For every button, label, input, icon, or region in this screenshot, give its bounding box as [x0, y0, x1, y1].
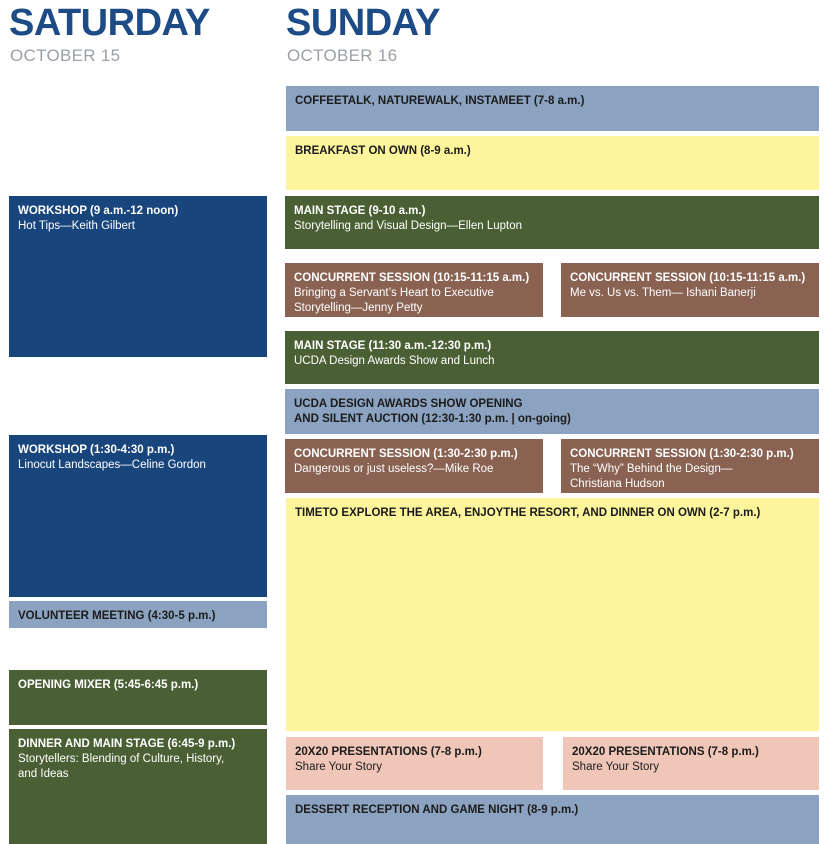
sunday-event-breakfast[interactable] — [286, 136, 819, 190]
event-title: DINNER AND MAIN STAGE (6:45-9 p.m.) — [18, 738, 236, 750]
saturday-event-opening-mixer[interactable] — [9, 670, 267, 725]
event-title: MAIN STAGE (9-10 a.m.) — [294, 205, 426, 217]
sunday-event-20x20-b[interactable] — [563, 737, 819, 790]
event-title: CONCURRENT SESSION (10:15-11:15 a.m.) — [570, 272, 806, 284]
saturday-date: OCTOBER 15 — [10, 46, 121, 65]
sunday-event-design-awards-opening[interactable] — [285, 389, 819, 434]
event-title: VOLUNTEER MEETING (4:30-5 p.m.) — [18, 610, 216, 622]
event-subtitle: Hot Tips—Keith Gilbert — [18, 220, 135, 232]
event-title: OPENING MIXER (5:45-6:45 p.m.) — [18, 679, 199, 691]
event-title: 20X20 PRESENTATIONS (7-8 p.m.) — [295, 746, 482, 758]
event-title: COFFEETALK, NATUREWALK, INSTAMEET (7-8 a.m.) — [295, 95, 585, 107]
event-title: MAIN STAGE (11:30 a.m.-12:30 p.m.) — [294, 340, 492, 352]
sunday-event-concurrent-session-2a[interactable] — [285, 439, 543, 493]
saturday-heading: SATURDAY — [9, 2, 210, 44]
event-title: CONCURRENT SESSION (10:15-11:15 a.m.) — [294, 272, 530, 284]
event-subtitle: UCDA Design Awards Show and Lunch — [294, 355, 495, 367]
sunday-event-main-stage-lunch[interactable] — [285, 331, 819, 384]
event-title: UCDA DESIGN AWARDS SHOW OPENING AND SILENT AUCTION (12:30-1:30 p.m. | on-going) — [294, 398, 571, 425]
sunday-event-explore-area[interactable] — [286, 498, 819, 731]
event-subtitle: Bringing a Servant’s Heart to Executive Storytelling—Jenny Petty — [294, 287, 494, 314]
sunday-event-dessert-reception[interactable] — [286, 795, 819, 844]
event-title: 20X20 PRESENTATIONS (7-8 p.m.) — [572, 746, 759, 758]
sunday-event-main-stage-morning[interactable] — [285, 196, 819, 249]
sunday-event-20x20-a[interactable] — [286, 737, 543, 790]
event-subtitle: Share Your Story — [572, 761, 659, 773]
sunday-event-coffeetalk[interactable] — [286, 86, 819, 131]
sunday-heading: SUNDAY — [286, 2, 440, 44]
event-title: TIMETO EXPLORE THE AREA, ENJOYTHE RESORT, AND DINNER ON OWN (2-7 p.m.) — [295, 507, 761, 519]
event-subtitle: Me vs. Us vs. Them— Ishani Banerji — [570, 287, 756, 299]
event-title: WORKSHOP (1:30-4:30 p.m.) — [18, 444, 175, 456]
saturday-event-volunteer-meeting[interactable] — [9, 601, 267, 628]
event-subtitle: Dangerous or just useless?—Mike Roe — [294, 463, 494, 475]
sunday-event-concurrent-session-2b[interactable] — [561, 439, 819, 493]
event-title: BREAKFAST ON OWN (8-9 a.m.) — [295, 145, 471, 157]
event-title: DESSERT RECEPTION AND GAME NIGHT (8-9 p.m.) — [295, 804, 579, 816]
event-subtitle: The “Why” Behind the Design— Christiana Hudson — [570, 463, 733, 490]
event-subtitle: Storytellers: Blending of Culture, History, and Ideas — [18, 753, 225, 780]
saturday-event-workshop-afternoon[interactable] — [9, 435, 267, 597]
event-subtitle: Share Your Story — [295, 761, 382, 773]
saturday-event-workshop-morning[interactable] — [9, 196, 267, 357]
event-title: CONCURRENT SESSION (1:30-2:30 p.m.) — [294, 448, 518, 460]
saturday-event-dinner-main-stage[interactable] — [9, 729, 267, 844]
event-subtitle: Storytelling and Visual Design—Ellen Lupton — [294, 220, 523, 232]
sunday-event-concurrent-session-1a[interactable] — [285, 263, 543, 317]
sunday-event-concurrent-session-1b[interactable] — [561, 263, 819, 317]
event-title: CONCURRENT SESSION (1:30-2:30 p.m.) — [570, 448, 794, 460]
event-title: WORKSHOP (9 a.m.-12 noon) — [18, 205, 179, 217]
sunday-date: OCTOBER 16 — [287, 46, 398, 65]
event-subtitle: Linocut Landscapes—Celine Gordon — [18, 459, 206, 471]
